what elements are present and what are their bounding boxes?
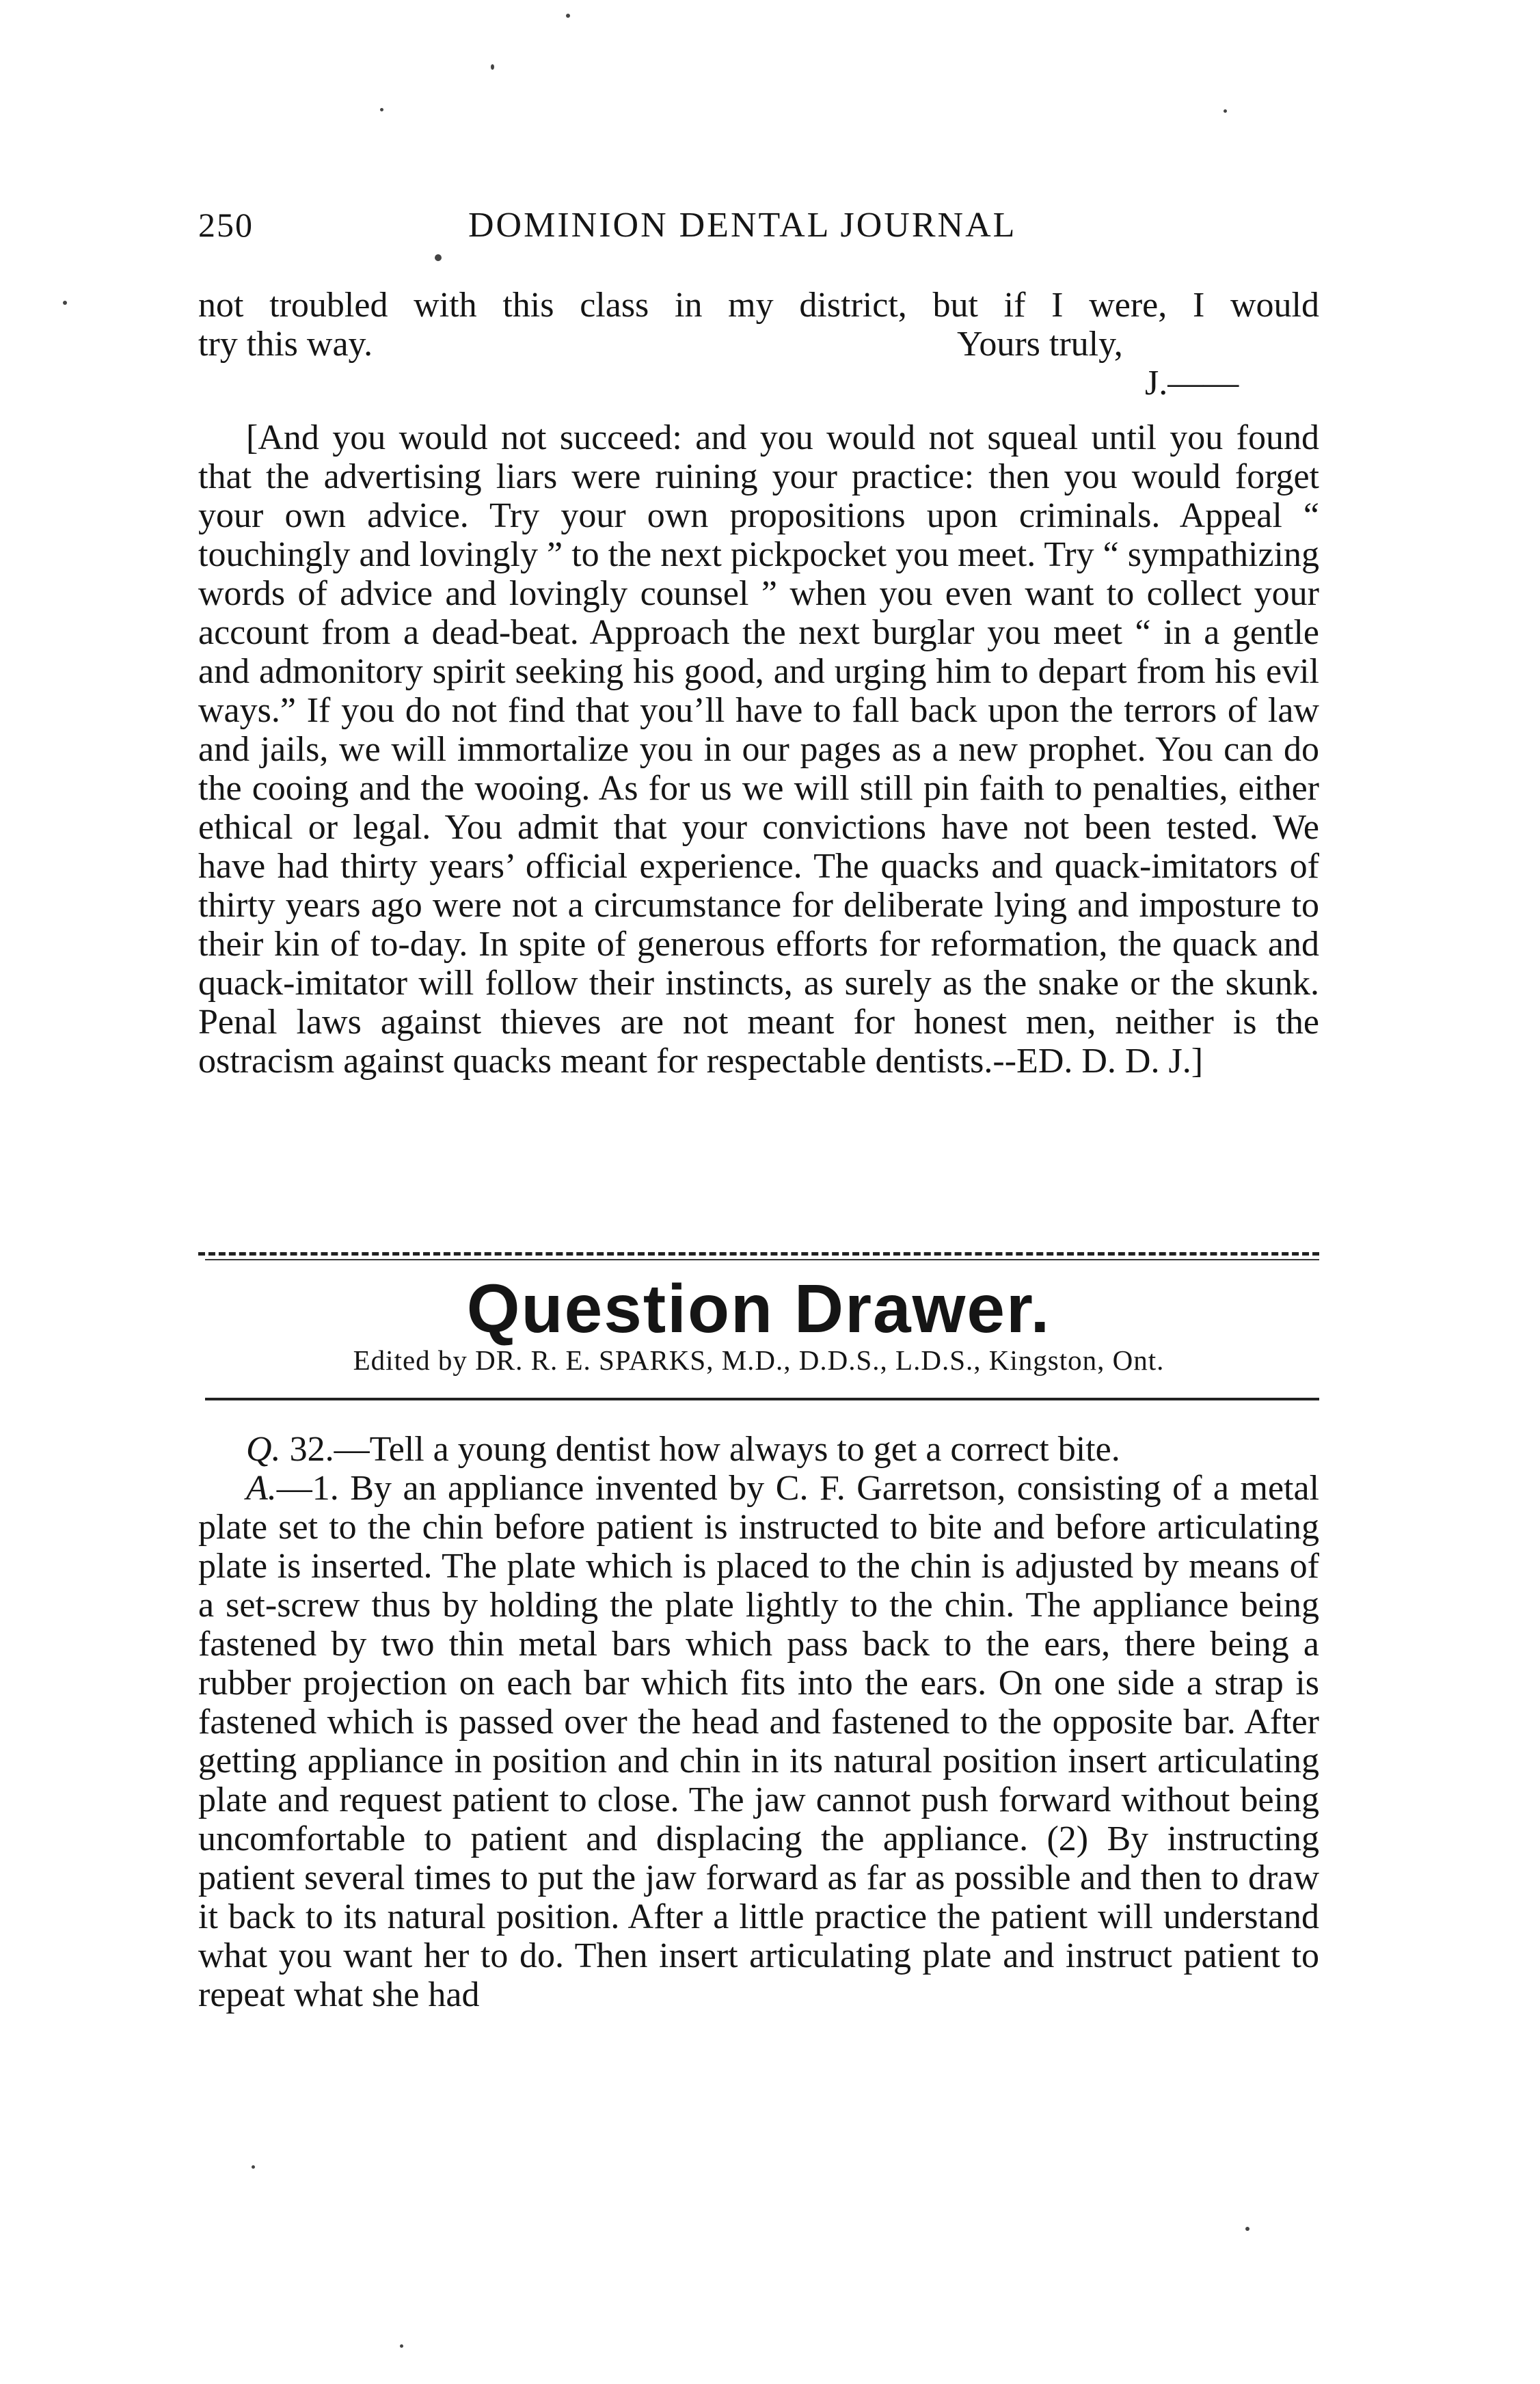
question-label: Q. — [246, 1430, 281, 1469]
scan-speck — [252, 2165, 255, 2169]
scan-speck — [1224, 109, 1227, 113]
page-number: 250 — [198, 206, 254, 244]
answer-paragraph — [198, 1469, 1319, 2014]
scan-speck — [566, 14, 570, 18]
signoff-row — [198, 325, 1319, 364]
journal-title: DOMINION DENTAL JOURNAL — [468, 206, 1017, 245]
scan-speck — [491, 64, 494, 70]
scan-speck — [63, 301, 67, 305]
scan-speck — [435, 254, 442, 261]
section-editor-credit: Edited by DR. R. E. SPARKS, M.D., D.D.S., L.D.S., Kingston, Ont. — [353, 1344, 1165, 1376]
section-divider-thin — [205, 1259, 1319, 1260]
question-answer — [198, 1430, 1319, 2014]
scan-speck — [400, 2344, 403, 2348]
running-header — [198, 205, 1319, 253]
question-text: 32.—Tell a young dentist how always to get a correct bite. — [289, 1430, 1120, 1469]
letter-last-line: try this way. — [198, 325, 373, 364]
letter-signature: J.—— — [1145, 364, 1239, 403]
answer-label: A. — [246, 1469, 277, 1508]
answer-text: —1. By an appliance invented by C. F. Garretson, consisting of a metal plate set to the chin before patient is instructed to bite and before articulating plate is inserted. The plate which is placed to the chin is adjusted by means of a set-screw thus by holding the plate lightly to the chin. The appliance being fastened by two thin metal bars which pass back to the ears, there being a rubber projection on each bar which fits into the ears. On one side a strap is fastened which is passed over the head and fastened to the opposite bar. After getting appliance in position and chin in its natural position insert articulating plate and request patient to close. The jaw cannot push forward without being uncomfortable to patient and displacing the appliance. (2) By instructing patient several times to put the jaw forward as far as possible and then to draw it back to its natural position. After a little practice the patient will understand what you want her to do. Then insert articulating plate and instruct patient to repeat what she had — [198, 1469, 1319, 2014]
section-divider-dashed — [198, 1252, 1319, 1256]
section-title: Question Drawer. — [466, 1271, 1051, 1347]
letter-ending — [198, 286, 1319, 403]
editor-note-paragraph — [198, 418, 1319, 1081]
letter-closing: Yours truly, — [957, 325, 1123, 364]
question-paragraph — [198, 1430, 1319, 1469]
letter-continuation-line: not troubled with this class in my district, but if I were, I would — [198, 286, 1319, 325]
section-title-rule — [205, 1398, 1319, 1400]
scan-speck — [1245, 2227, 1249, 2231]
editor-note — [198, 418, 1319, 1081]
scan-speck — [380, 108, 383, 111]
editor-signature: --ED. D. D. J.] — [992, 1042, 1204, 1081]
editor-note-text: [And you would not succeed: and you would not squeal until you found that the advertising liars were ruining your practice: then you would forget your own advice. Try your own propositions upon criminals. Appeal “ touchingly and lovingly ” to the next pickpocket you meet. Try “ sympathizing words of advice and lovingly counsel ” when you even want to collect your account from a dead-beat. Approach the next burglar you meet “ in a gentle and admonitory spirit seeking his good, and urging him to depart from his evil ways.” If you do not find that you’ll have to fall back upon the terrors of law and jails, we will immortalize you in our pages as a new prophet. You can do the cooing and the wooing. As for us we will still pin faith to penalties, either ethical or legal. You admit that your convictions have not been tested. We have had thirty years’ official experience. The quacks and quack-imitators of thirty years ago were not a circumstance for deliberate lying and imposture to their kin of to-day. In spite of generous efforts for reformation, the quack and quack-imitator will follow their instincts, as surely as the snake or the skunk. Penal laws against thieves are not meant for honest men, neither is the ostracism against quacks meant for respectable dentists. — [198, 418, 1319, 1081]
